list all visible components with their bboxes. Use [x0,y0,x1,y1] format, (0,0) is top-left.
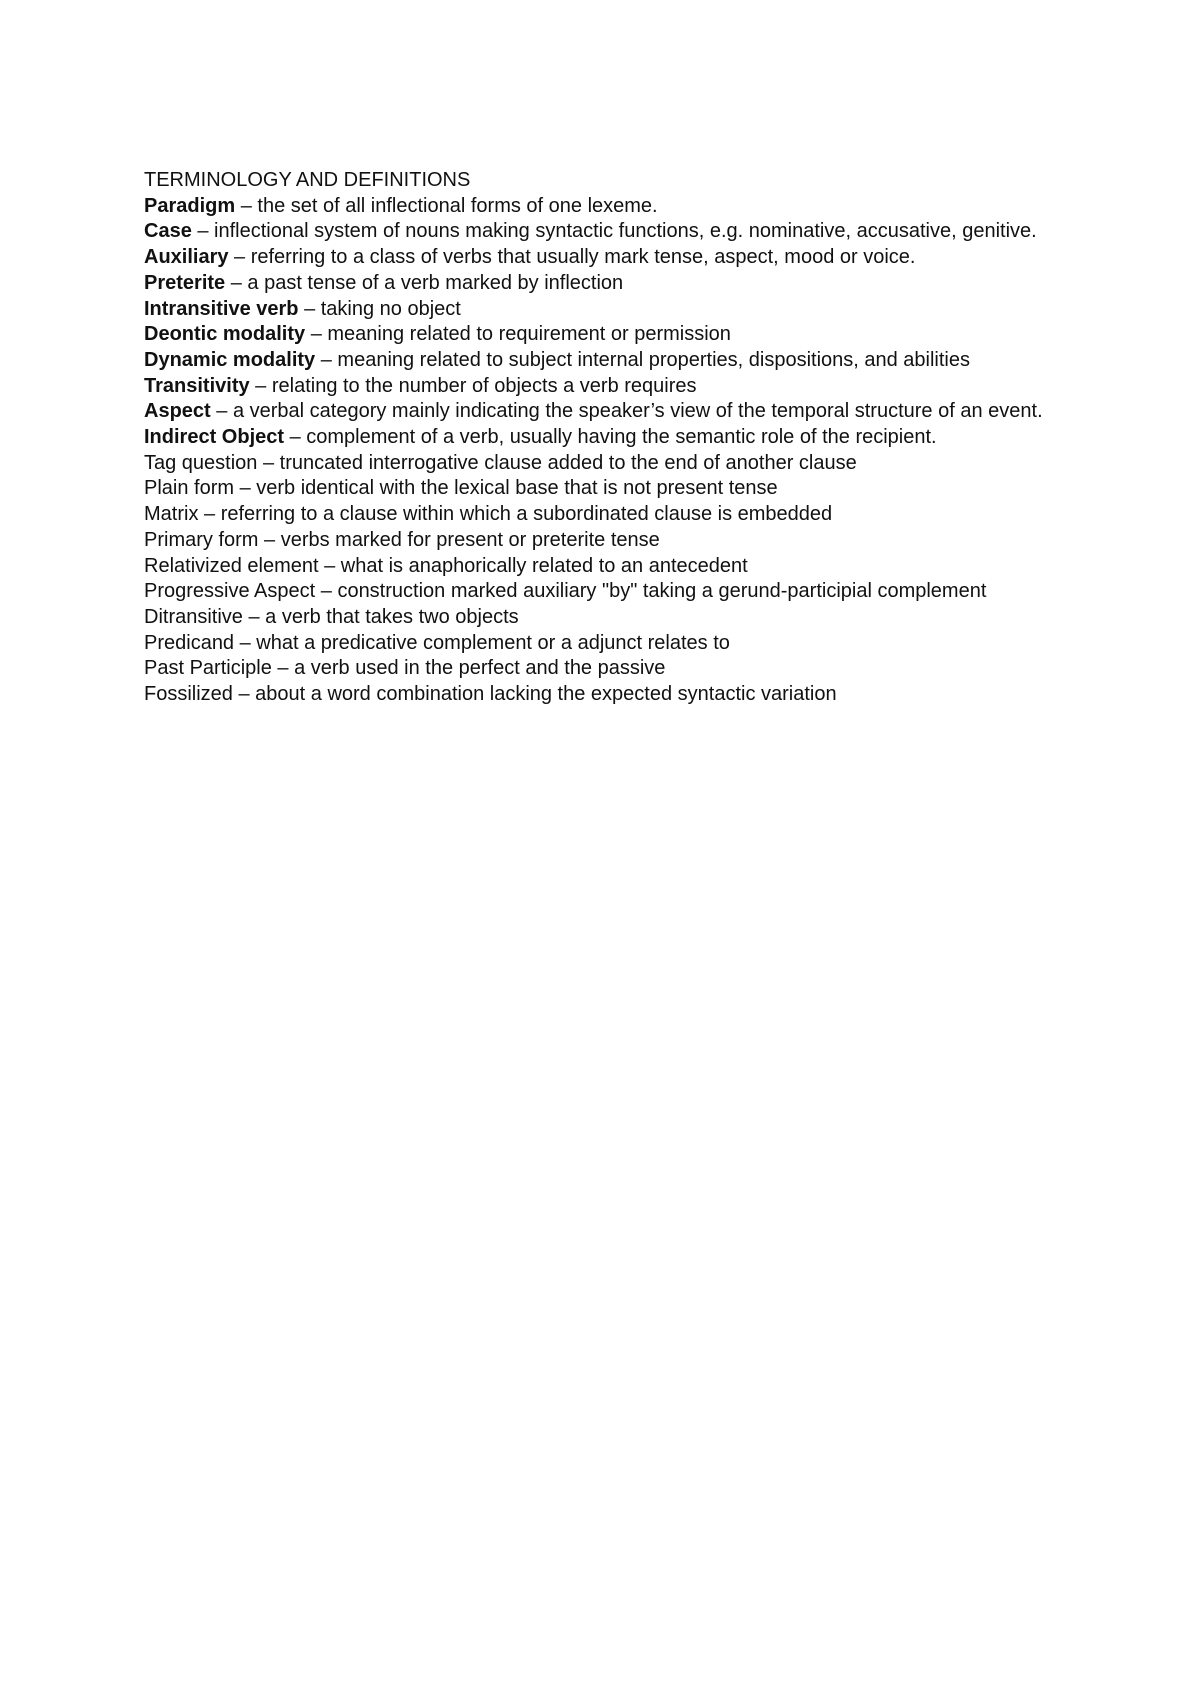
definition: – complement of a verb, usually having the semantic role of the recipient. [284,426,937,449]
definition: – meaning related to requirement or permission [305,323,731,346]
definition-entry [144,476,1064,502]
definition-entry [144,528,1064,554]
definition-list [144,194,1064,708]
definition-entry [144,502,1064,528]
definition-entry [144,399,1064,425]
term: Past Participle [144,657,272,680]
term: Aspect [144,400,211,423]
document-content [144,168,1064,708]
definition: – a verb that takes two objects [242,605,519,628]
document-title: TERMINOLOGY AND DEFINITIONS [144,169,471,191]
term: Dynamic modality [144,348,316,371]
term: Indirect Object [144,426,285,449]
definition-entry [144,579,1064,605]
term: Tag question [144,451,258,474]
definition-entry [144,631,1064,657]
definition-entry [144,322,1064,348]
definition-entry [144,682,1064,708]
definition: – what is anaphorically related to an antecedent [318,554,748,577]
definition-entry [144,271,1064,297]
definition-entry [144,656,1064,682]
definition: – what a predicative complement or a adjunct relates to [234,631,730,654]
definition-entry [144,194,1064,220]
term: Matrix [144,503,199,526]
definition: – verbs marked for present or preterite tense [258,528,660,551]
term: Deontic modality [144,323,306,346]
term: Primary form [144,528,259,551]
term: Progressive Aspect [144,580,316,603]
definition-entry [144,374,1064,400]
definition-entry [144,297,1064,323]
definition: – a verb used in the perfect and the passive [271,657,666,680]
definition: – inflectional system of nouns making syntactic functions, e.g. nominative, accusative, genitive. [191,220,1037,243]
definition: – a verbal category mainly indicating the speaker’s view of the temporal structure of an event. [210,400,1043,423]
definition-entry [144,348,1064,374]
term: Ditransitive [144,605,243,628]
definition-entry [144,605,1064,631]
definition-entry [144,554,1064,580]
definition: – taking no object [298,297,461,320]
term: Preterite [144,271,226,294]
term: Transitivity [144,374,250,397]
term: Plain form [144,477,235,500]
definition: – referring to a clause within which a subordinated clause is embedded [198,503,833,526]
definition-entry [144,219,1064,245]
term: Paradigm [144,194,236,217]
definition: – the set of all inflectional forms of one lexeme. [235,194,658,217]
definition: – truncated interrogative clause added to the end of another clause [257,451,857,474]
term: Auxiliary [144,246,229,269]
term: Relativized element [144,554,319,577]
definition-entry [144,245,1064,271]
definition: – referring to a class of verbs that usually mark tense, aspect, mood or voice. [228,246,916,269]
definition: – meaning related to subject internal properties, dispositions, and abilities [315,348,970,371]
definition: – a past tense of a verb marked by inflection [225,271,624,294]
term: Fossilized [144,683,233,706]
definition: – about a word combination lacking the expected syntactic variation [232,683,837,706]
definition-entry [144,425,1064,451]
term: Intransitive verb [144,297,299,320]
definition: – construction marked auxiliary "by" taking a gerund-participial complement [315,580,987,603]
term: Case [144,220,192,243]
definition: – verb identical with the lexical base that is not present tense [234,477,778,500]
definition-entry [144,451,1064,477]
term: Predicand [144,631,235,654]
definition: – relating to the number of objects a verb requires [249,374,697,397]
